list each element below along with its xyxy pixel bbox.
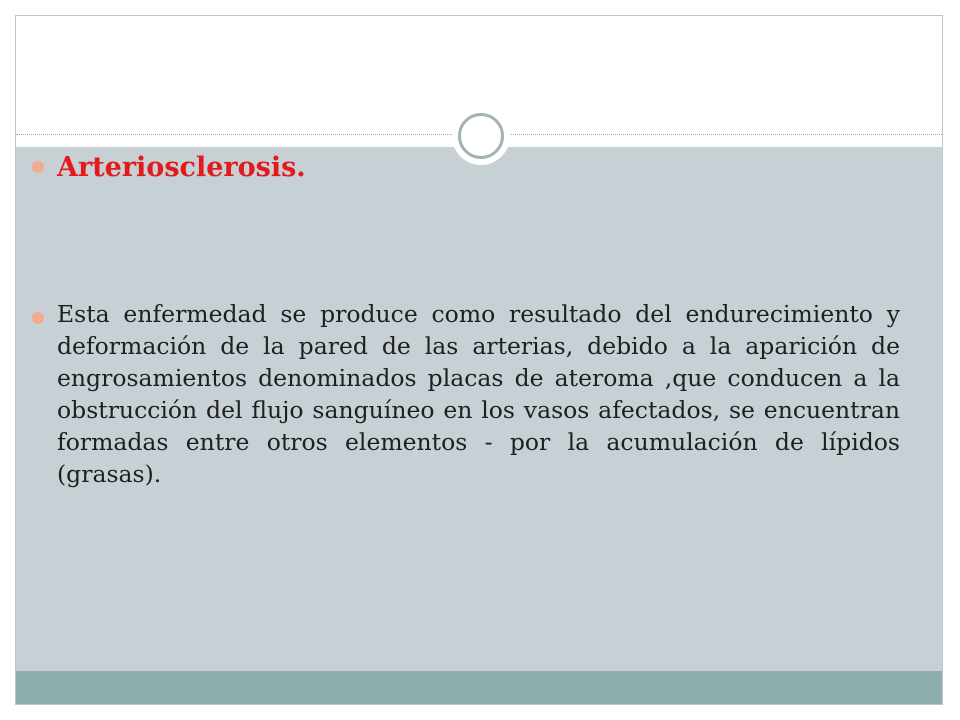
bullet-list (32, 148, 900, 490)
bullet-item-title (32, 148, 900, 298)
bullet-dot-icon (32, 312, 44, 324)
slide-title: Arteriosclerosis. (57, 152, 306, 183)
bullet-dot-icon (32, 161, 44, 173)
footer-band (16, 671, 942, 705)
bullet-item-body (32, 298, 900, 490)
slide-body-text: Esta enfermedad se produce como resultado del endurecimiento y deformación de la pared de las arterias, debido a la aparición de engrosamientos denominados placas de ateroma ,que conducen a la obstrucción del flujo sanguíneo en los vasos afectados, se encuentran formadas entre otros elementos - por la acumulación de lípidos (grasas). (57, 300, 900, 488)
